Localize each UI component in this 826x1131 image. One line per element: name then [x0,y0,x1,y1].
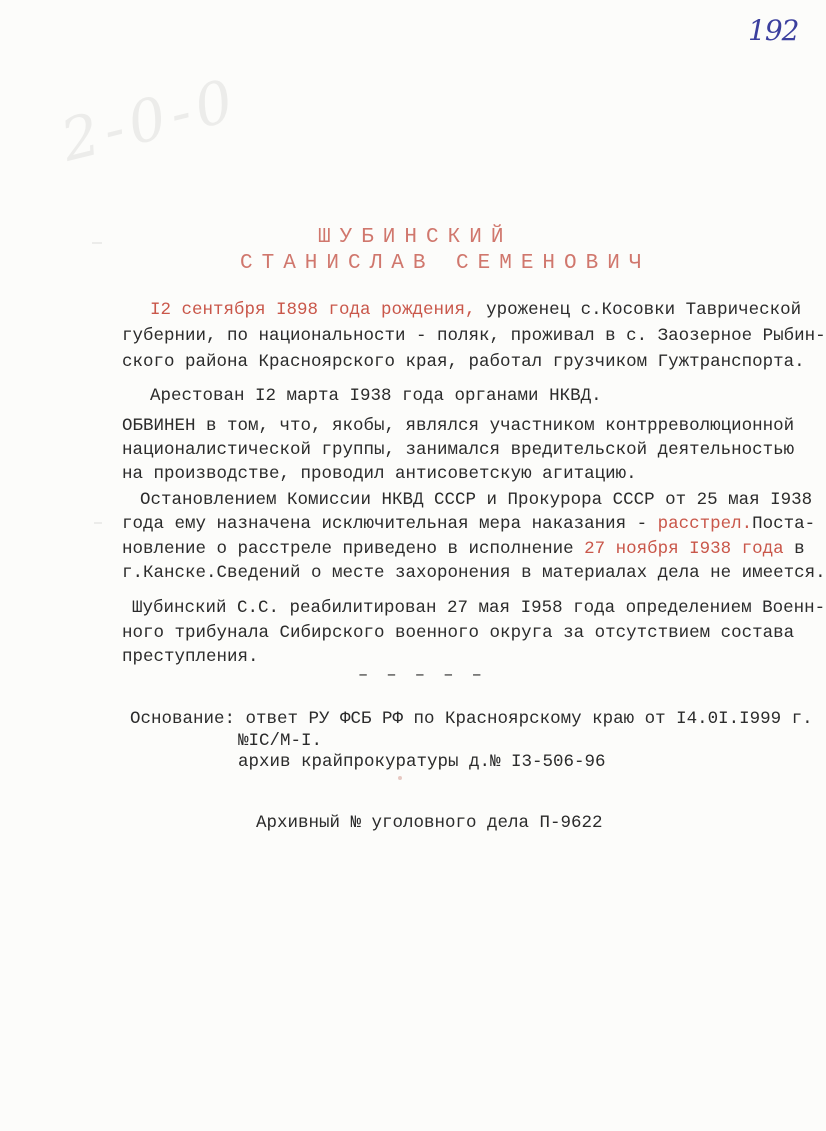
basis-line-2: №IC/M-I. [238,731,323,751]
margin-speck [94,522,102,524]
archive-number: Архивный № уголовного дела П-9622 [256,813,603,833]
birth-date: I2 сентября I898 года рождения, [150,300,476,320]
sentence-line-2-c: Поста- [752,514,816,534]
rehab-line-2: ного трибунала Сибирского военного округа за отсутствием состава [122,623,795,643]
margin-speck [398,776,402,780]
surname-heading: ШУБИНСКИЙ [318,226,513,249]
margin-speck [92,242,102,244]
divider: – – – – – [358,666,486,685]
charge-line-1-rest: в том, что, якобы, являлся участником контрреволюционной [195,416,795,436]
intro-line-3: ского района Красноярского края, работал грузчиком Гужтранспорта. [122,352,805,372]
basis-line-1: Основание: ответ РУ ФСБ РФ по Красноярскому краю от I4.0I.I999 г. [130,709,813,729]
sentence-line-3-a: новление о расстреле приведено в исполнение [122,539,585,559]
rehab-line-1: Шубинский С.С. реабилитирован 27 мая I958 года определением Военн- [132,598,826,618]
pencil-mark: 2-0-0 [54,65,246,175]
intro-line-1 [150,298,801,322]
execution-date: 27 ноября I938 года [584,539,784,559]
sentence-line-3 [122,537,805,561]
charge-lead: ОБВИНЕН [122,416,196,436]
sentence-line-2-a: года ему назначена исключительная мера наказания - [122,514,658,534]
charge-line-1 [122,414,794,438]
sentence-line-2 [122,512,815,536]
rehab-line-3: преступления. [122,647,259,667]
sentence-line-1: Остановлением Комиссии НКВД СССР и Прокурора СССР от 25 мая I938 [140,490,813,510]
charge-line-3: на производстве, проводил антисоветскую агитацию. [122,464,637,484]
name-heading: СТАНИСЛАВ СЕМЕНОВИЧ [240,252,651,275]
execution-word: расстрел. [657,514,753,534]
sentence-line-3-c: в [783,539,805,559]
intro-line-2: губернии, по национальности - поляк, проживал в с. Заозерное Рыбин- [122,326,826,346]
sentence-line-4: г.Канске.Сведений о месте захоронения в материалах дела не имеется. [122,563,826,583]
charge-line-2: националистической группы, занимался вредительской деятельностью [122,440,795,460]
arrest-line: Арестован I2 марта I938 года органами НКВД. [150,386,602,406]
intro-line-1-rest: уроженец с.Косовки Таврической [475,300,802,320]
basis-line-3: архив крайпрокуратуры д.№ I3-506-96 [238,752,606,772]
page-number: 192 [748,14,799,47]
